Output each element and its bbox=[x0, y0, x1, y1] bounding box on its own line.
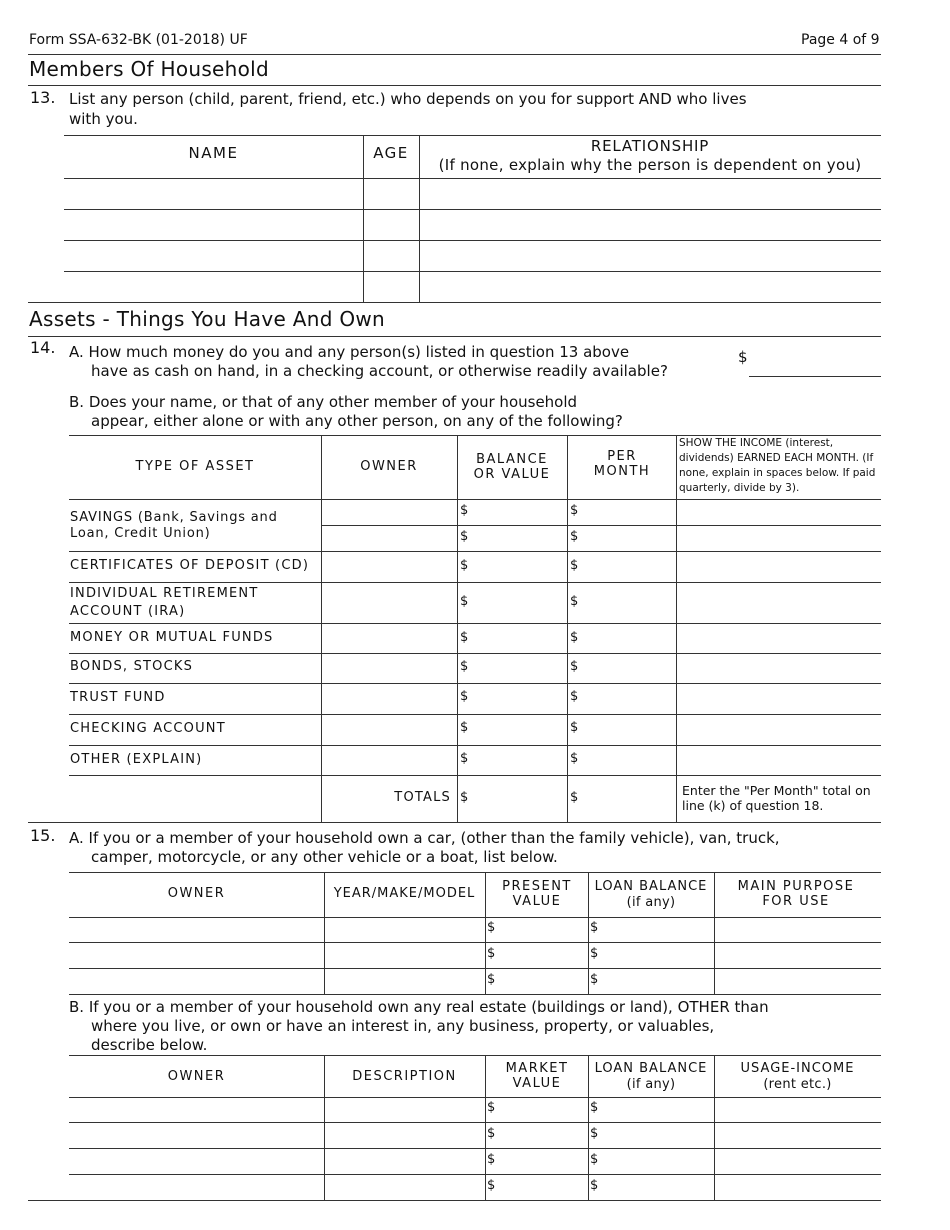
asset-total-per-month-field[interactable] bbox=[580, 776, 675, 821]
dollar-sign: $ bbox=[570, 751, 579, 766]
vehicle-value-field[interactable] bbox=[497, 943, 587, 967]
dollar-sign: $ bbox=[487, 946, 496, 961]
household-name-field[interactable] bbox=[65, 272, 362, 301]
cash-dollar-sign: $ bbox=[738, 348, 748, 366]
dollar-sign: $ bbox=[590, 920, 599, 935]
asset-income-field[interactable] bbox=[677, 583, 880, 622]
dollar-sign: $ bbox=[590, 1178, 599, 1193]
asset-income-field[interactable] bbox=[677, 684, 880, 713]
asset-label-checking: CHECKING ACCOUNT bbox=[70, 721, 226, 736]
section-title-assets: Assets - Things You Have And Own bbox=[29, 307, 386, 331]
dollar-sign: $ bbox=[590, 946, 599, 961]
asset-per-month-field[interactable] bbox=[580, 500, 675, 524]
vehicle-ymm-field[interactable] bbox=[325, 918, 484, 941]
section-title-household: Members Of Household bbox=[29, 57, 270, 81]
vehicle-purpose-field[interactable] bbox=[715, 918, 880, 941]
dollar-sign: $ bbox=[570, 689, 579, 704]
dollar-sign: $ bbox=[487, 1100, 496, 1115]
property-value-field[interactable] bbox=[497, 1098, 587, 1121]
asset-per-month-field[interactable] bbox=[580, 746, 675, 774]
asset-owner-field[interactable] bbox=[322, 500, 456, 524]
divider bbox=[28, 336, 881, 337]
dollar-sign: $ bbox=[460, 630, 469, 645]
asset-balance-field[interactable] bbox=[470, 583, 566, 622]
col-header-income: SHOW THE INCOME (interest, dividends) EARNED EACH MONTH. (If none, explain in spaces below. If paid quarterly, divide by 3). bbox=[679, 437, 876, 494]
property-value-field[interactable] bbox=[497, 1149, 587, 1173]
dollar-sign: $ bbox=[460, 790, 469, 805]
dollar-sign: $ bbox=[590, 972, 599, 987]
asset-income-field[interactable] bbox=[677, 654, 880, 682]
asset-balance-field[interactable] bbox=[470, 654, 566, 682]
asset-label-ira: INDIVIDUAL RETIREMENT ACCOUNT (IRA) bbox=[70, 586, 259, 619]
property-owner-field[interactable] bbox=[70, 1123, 323, 1147]
property-value-field[interactable] bbox=[497, 1175, 587, 1199]
asset-label-bonds: BONDS, STOCKS bbox=[70, 659, 194, 674]
vehicle-owner-field[interactable] bbox=[70, 969, 323, 993]
dollar-sign: $ bbox=[570, 630, 579, 645]
col-header-vehicle-owner: OWNER bbox=[167, 886, 226, 901]
col-header-main-purpose: MAIN PURPOSE FOR USE bbox=[737, 879, 855, 909]
dollar-sign: $ bbox=[460, 751, 469, 766]
asset-per-month-field[interactable] bbox=[580, 583, 675, 622]
vehicle-loan-field[interactable] bbox=[600, 918, 713, 941]
dollar-sign: $ bbox=[570, 720, 579, 735]
dollar-sign: $ bbox=[460, 594, 469, 609]
vehicle-loan-field[interactable] bbox=[600, 969, 713, 993]
property-loan-field[interactable] bbox=[600, 1123, 713, 1147]
asset-income-field[interactable] bbox=[677, 715, 880, 744]
question-14b-text: B. Does your name, or that of any other member of your household bbox=[69, 393, 578, 411]
asset-per-month-field[interactable] bbox=[580, 654, 675, 682]
dollar-sign: $ bbox=[460, 689, 469, 704]
dollar-sign: $ bbox=[570, 790, 579, 805]
dollar-sign: $ bbox=[570, 558, 579, 573]
col-header-property-loan-balance: LOAN BALANCE bbox=[594, 1061, 708, 1076]
dollar-sign: $ bbox=[590, 1100, 599, 1115]
question-13-number: 13. bbox=[30, 88, 56, 107]
col-header-relationship: RELATIONSHIP bbox=[590, 137, 710, 155]
asset-balance-field[interactable] bbox=[470, 500, 566, 524]
asset-label-savings: SAVINGS (Bank, Savings and Loan, Credit Union) bbox=[70, 510, 278, 541]
col-header-property-owner: OWNER bbox=[167, 1069, 226, 1084]
question-15b-text: B. If you or a member of your household own any real estate (buildings or land), OTHER than bbox=[69, 998, 769, 1016]
col-header-year-make-model: YEAR/MAKE/MODEL bbox=[333, 886, 476, 901]
property-usage-field[interactable] bbox=[715, 1123, 880, 1147]
asset-owner-field[interactable] bbox=[322, 746, 456, 774]
question-14b-text-line2: appear, either alone or with any other person, on any of the following? bbox=[91, 412, 623, 430]
asset-balance-field[interactable] bbox=[470, 684, 566, 713]
col-header-market-value: MARKET VALUE bbox=[505, 1061, 569, 1091]
col-header-description: DESCRIPTION bbox=[352, 1069, 457, 1084]
col-header-property-loan-if-any: (if any) bbox=[626, 1077, 676, 1092]
vehicle-owner-field[interactable] bbox=[70, 918, 323, 941]
property-owner-field[interactable] bbox=[70, 1098, 323, 1121]
asset-per-month-field[interactable] bbox=[580, 715, 675, 744]
col-header-usage-note: (rent etc.) bbox=[763, 1077, 832, 1092]
asset-owner-field[interactable] bbox=[322, 654, 456, 682]
vehicle-value-field[interactable] bbox=[497, 969, 587, 993]
question-14a-text-line2: have as cash on hand, in a checking account, or otherwise readily available? bbox=[91, 362, 668, 380]
property-description-field[interactable] bbox=[325, 1175, 484, 1199]
household-relationship-field[interactable] bbox=[420, 210, 880, 239]
dollar-sign: $ bbox=[570, 503, 579, 518]
asset-totals-label: TOTALS bbox=[394, 790, 451, 805]
asset-income-field[interactable] bbox=[677, 500, 880, 524]
household-age-field[interactable] bbox=[364, 179, 418, 208]
dollar-sign: $ bbox=[570, 659, 579, 674]
dollar-sign: $ bbox=[487, 1152, 496, 1167]
divider bbox=[28, 54, 881, 55]
question-15a-text: A. If you or a member of your household own a car, (other than the family vehicle), van, truck, bbox=[69, 829, 780, 847]
vehicle-owner-field[interactable] bbox=[70, 943, 323, 967]
property-value-field[interactable] bbox=[497, 1123, 587, 1147]
property-description-field[interactable] bbox=[325, 1123, 484, 1147]
dollar-sign: $ bbox=[460, 659, 469, 674]
household-name-field[interactable] bbox=[65, 179, 362, 208]
household-name-field[interactable] bbox=[65, 210, 362, 239]
asset-owner-field[interactable] bbox=[322, 526, 456, 550]
col-header-balance: BALANCE OR VALUE bbox=[473, 452, 551, 482]
question-15b-text-line2: where you live, or own or have an interest in, any business, property, or valuables, bbox=[91, 1017, 715, 1035]
col-header-per-month: PER MONTH bbox=[593, 449, 651, 479]
asset-label-trust: TRUST FUND bbox=[70, 690, 166, 705]
dollar-sign: $ bbox=[460, 720, 469, 735]
property-loan-field[interactable] bbox=[600, 1175, 713, 1199]
asset-balance-field[interactable] bbox=[470, 746, 566, 774]
asset-owner-field[interactable] bbox=[322, 552, 456, 581]
col-header-present-value: PRESENT VALUE bbox=[502, 879, 572, 909]
vehicle-value-field[interactable] bbox=[497, 918, 587, 941]
asset-per-month-field[interactable] bbox=[580, 526, 675, 550]
asset-owner-field[interactable] bbox=[322, 715, 456, 744]
dollar-sign: $ bbox=[487, 972, 496, 987]
form-id: Form SSA-632-BK (01-2018) UF bbox=[29, 32, 248, 48]
dollar-sign: $ bbox=[570, 594, 579, 609]
question-15b-text-line3: describe below. bbox=[91, 1036, 208, 1054]
asset-label-money-funds: MONEY OR MUTUAL FUNDS bbox=[70, 630, 274, 645]
page-number: Page 4 of 9 bbox=[801, 32, 880, 48]
col-header-relationship-note: (If none, explain why the person is dependent on you) bbox=[438, 156, 862, 174]
asset-balance-field[interactable] bbox=[470, 624, 566, 652]
question-13-text-line2: with you. bbox=[69, 110, 138, 128]
household-age-field[interactable] bbox=[364, 210, 418, 239]
col-header-age: AGE bbox=[373, 144, 409, 162]
vehicle-ymm-field[interactable] bbox=[325, 969, 484, 993]
asset-income-field[interactable] bbox=[677, 746, 880, 774]
question-15a-text-line2: camper, motorcycle, or any other vehicle or a boat, list below. bbox=[91, 848, 558, 866]
asset-balance-field[interactable] bbox=[470, 526, 566, 550]
asset-owner-field[interactable] bbox=[322, 684, 456, 713]
dollar-sign: $ bbox=[570, 529, 579, 544]
household-age-field[interactable] bbox=[364, 272, 418, 301]
asset-total-balance-field[interactable] bbox=[470, 776, 566, 821]
property-usage-field[interactable] bbox=[715, 1149, 880, 1173]
vehicle-purpose-field[interactable] bbox=[715, 969, 880, 993]
question-14-number: 14. bbox=[30, 338, 56, 357]
vehicle-ymm-field[interactable] bbox=[325, 943, 484, 967]
dollar-sign: $ bbox=[590, 1126, 599, 1141]
asset-balance-field[interactable] bbox=[470, 715, 566, 744]
col-header-loan-if-any: (if any) bbox=[626, 895, 676, 910]
col-header-usage-income: USAGE-INCOME bbox=[740, 1061, 855, 1076]
asset-balance-field[interactable] bbox=[470, 552, 566, 581]
dollar-sign: $ bbox=[460, 558, 469, 573]
household-name-field[interactable] bbox=[65, 241, 362, 270]
dollar-sign: $ bbox=[487, 1178, 496, 1193]
property-usage-field[interactable] bbox=[715, 1098, 880, 1121]
asset-per-month-field[interactable] bbox=[580, 624, 675, 652]
asset-income-field[interactable] bbox=[677, 526, 880, 550]
asset-owner-field[interactable] bbox=[322, 583, 456, 622]
dollar-sign: $ bbox=[487, 920, 496, 935]
vehicle-loan-field[interactable] bbox=[600, 943, 713, 967]
property-description-field[interactable] bbox=[325, 1098, 484, 1121]
property-usage-field[interactable] bbox=[715, 1175, 880, 1199]
col-header-owner: OWNER bbox=[360, 459, 418, 474]
dollar-sign: $ bbox=[460, 503, 469, 518]
household-relationship-field[interactable] bbox=[420, 272, 880, 301]
asset-label-other: OTHER (EXPLAIN) bbox=[70, 752, 203, 767]
asset-income-field[interactable] bbox=[677, 624, 880, 652]
question-14a-text: A. How much money do you and any person(s) listed in question 13 above bbox=[69, 343, 630, 361]
dollar-sign: $ bbox=[487, 1126, 496, 1141]
property-loan-field[interactable] bbox=[600, 1149, 713, 1173]
col-header-loan-balance: LOAN BALANCE bbox=[594, 879, 708, 894]
asset-owner-field[interactable] bbox=[322, 624, 456, 652]
cash-on-hand-field[interactable] bbox=[749, 350, 881, 377]
dollar-sign: $ bbox=[590, 1152, 599, 1167]
dollar-sign: $ bbox=[460, 529, 469, 544]
household-relationship-field[interactable] bbox=[420, 241, 880, 270]
household-relationship-field[interactable] bbox=[420, 179, 880, 208]
property-description-field[interactable] bbox=[325, 1149, 484, 1173]
property-owner-field[interactable] bbox=[70, 1175, 323, 1199]
divider bbox=[28, 85, 881, 86]
property-loan-field[interactable] bbox=[600, 1098, 713, 1121]
col-header-name: NAME bbox=[188, 144, 239, 162]
property-owner-field[interactable] bbox=[70, 1149, 323, 1173]
asset-label-cd: CERTIFICATES OF DEPOSIT (CD) bbox=[70, 558, 310, 573]
asset-income-field[interactable] bbox=[677, 552, 880, 581]
question-13-text: List any person (child, parent, friend, etc.) who depends on you for support AND who lives bbox=[69, 90, 747, 108]
household-age-field[interactable] bbox=[364, 241, 418, 270]
vehicle-purpose-field[interactable] bbox=[715, 943, 880, 967]
question-15-number: 15. bbox=[30, 826, 56, 845]
col-header-type-of-asset: TYPE OF ASSET bbox=[135, 459, 255, 474]
asset-per-month-field[interactable] bbox=[580, 552, 675, 581]
totals-note: Enter the "Per Month" total on line (k) of question 18. bbox=[682, 783, 871, 813]
asset-per-month-field[interactable] bbox=[580, 684, 675, 713]
